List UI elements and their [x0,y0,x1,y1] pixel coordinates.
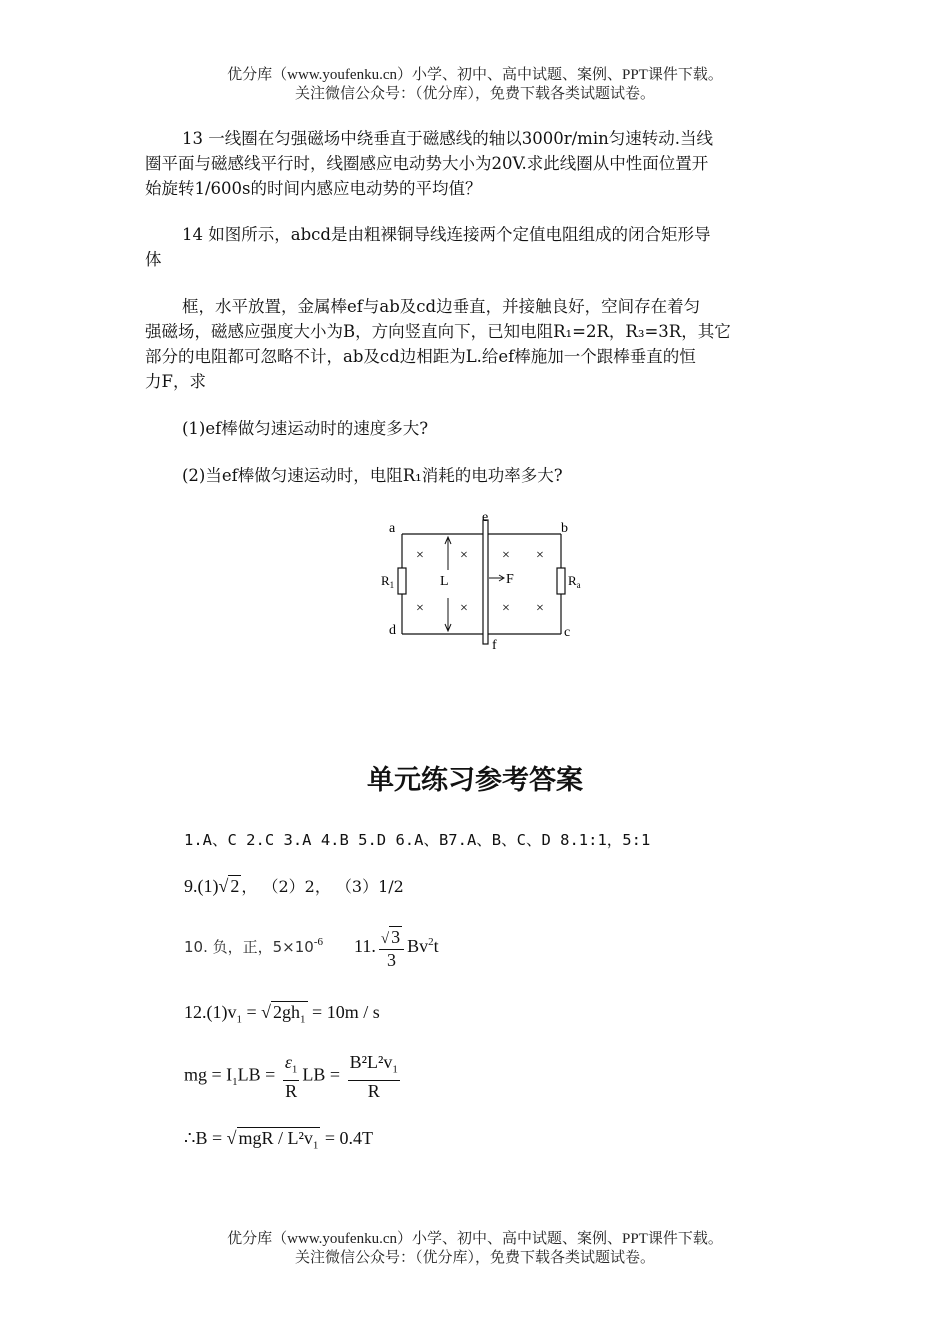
a11-fraction: $\frac{√ 3}{3}$ [379,926,404,970]
label-f: f [492,638,497,653]
answer-12 [184,1001,380,1026]
answer-12-mg [184,1052,403,1101]
mg-lb: LB = [237,1064,280,1085]
field-mark: × [416,548,424,563]
mg-prefix: mg = I [184,1064,233,1085]
resistor-r2 [557,568,565,594]
field-mark: × [460,601,468,616]
q13-line-1: 13 一线圈在匀强磁场中绕垂直于磁感线的轴以3000r/min匀速转动.当线 [182,129,713,148]
answer-9 [184,874,404,897]
mg-lb-2: LB = [302,1064,345,1085]
a12-radicand: $2gh_1$ [273,1002,306,1026]
footer-line-1: 优分库（www.youfenku.cn）小学、初中、高中试题、案例、PPT课件下载。 [227,1231,723,1247]
circuit-diagram [378,508,588,658]
a12-sub: 1 [236,1013,242,1026]
question-14-intro [145,222,805,272]
label-r1: $R_1$ [381,573,395,590]
resistor-r1 [398,568,406,594]
a9-prefix: 9.(1) [184,876,219,896]
a9-radicand: 2 [230,876,240,896]
q14-body-line-4: 力F，求 [145,372,206,391]
label-b: b [561,521,568,536]
a10-exponent: -6 [313,936,323,949]
sqrt-symbol: √ [226,1128,237,1148]
metal-rod-ef [483,520,488,644]
b-radicand: mgR / $L^2v_1$ [238,1128,319,1152]
mg-fraction-1: $\frac{\varepsilon_1}{R}$ [284,1052,298,1101]
label-F: F [506,572,514,587]
field-mark: × [460,548,468,563]
a9-rest: ， （2）2， （3）1/2 [241,877,404,896]
q14-body-line-2: 强磁场，磁感应强度大小为B，方向竖直向下，已知电阻R₁=2R，R₃=3R，其它 [145,322,731,341]
answers-line-1: 1.A、C 2.C 3.A 4.B 5.D 6.A、B7.A、B、C、D 8.1:1，5:1 [184,831,651,849]
a12-result: = 10m / s [307,1002,380,1022]
footer-line-2: 关注微信公众号：（优分库），免费下载各类试题试卷。 [294,1250,655,1266]
label-a: a [389,521,396,536]
q14-body-line-3: 部分的电阻都可忽略不计，ab及cd边相距为L.给ef棒施加一个跟棒垂直的恒 [145,347,696,366]
label-e: e [482,510,489,525]
page-header-top [0,66,950,104]
a11-bv: Bv [407,936,429,957]
mg-fraction-2: $\frac{B^2L^2v_1}{R}$ [349,1052,398,1101]
a12-prefix: 12.(1)v [184,1002,237,1022]
field-mark: × [416,601,424,616]
field-mark: × [502,548,510,563]
question-13 [145,126,805,201]
mg-sub: 1 [232,1076,238,1089]
q14-body-line-1: 框，水平放置，金属棒ef与ab及cd边垂直，并接触良好，空间存在着匀 [182,297,701,316]
a11-denominator: 3 [386,950,396,970]
answer-10-11 [184,926,439,970]
question-14-body [145,294,805,394]
b-prefix: ∴B = [184,1128,227,1148]
sqrt-symbol: √ [218,876,229,896]
a11-exponent: 2 [428,936,434,949]
sqrt-symbol: √ [261,1002,272,1022]
a11-t: t [433,936,439,957]
q14-subquestion-2: (2)当ef棒做匀速运动时，电阻R₁消耗的电功率多大? [182,466,563,485]
field-mark: × [536,601,544,616]
a11-radicand: 3 [391,927,401,947]
q14-intro-line-1: 14 如图所示，abcd是由粗裸铜导线连接两个定值电阻组成的闭合矩形导 [182,225,711,244]
header-line-1: 优分库（www.youfenku.cn）小学、初中、高中试题、案例、PPT课件下载。 [227,67,723,83]
label-r2: $R_a$ [568,573,581,590]
answers-title: 单元练习参考答案 [367,765,583,796]
page-footer [0,1230,950,1268]
header-line-2: 关注微信公众号：（优分库），免费下载各类试题试卷。 [294,86,655,102]
q13-line-2: 圈平面与磁感线平行时，线圈感应电动势大小为20V.求此线圈从中性面位置开 [145,154,709,173]
field-mark: × [502,601,510,616]
a12-equals: = [242,1002,262,1022]
q13-line-3: 始旋转1/600s的时间内感应电动势的平均值？ [145,179,482,198]
b-result: = 0.4T [320,1128,374,1148]
q14-subquestion-1: (1)ef棒做匀速运动时的速度多大? [182,419,429,438]
label-c: c [564,625,571,640]
answer-12-b [184,1127,373,1152]
a10-text: 10. 负，正，5×10 [184,938,314,957]
label-L: L [440,574,449,589]
label-d: d [389,623,396,638]
q14-intro-line-2: 体 [145,250,162,269]
field-mark: × [536,548,544,563]
a11-prefix: 11. [354,936,376,957]
